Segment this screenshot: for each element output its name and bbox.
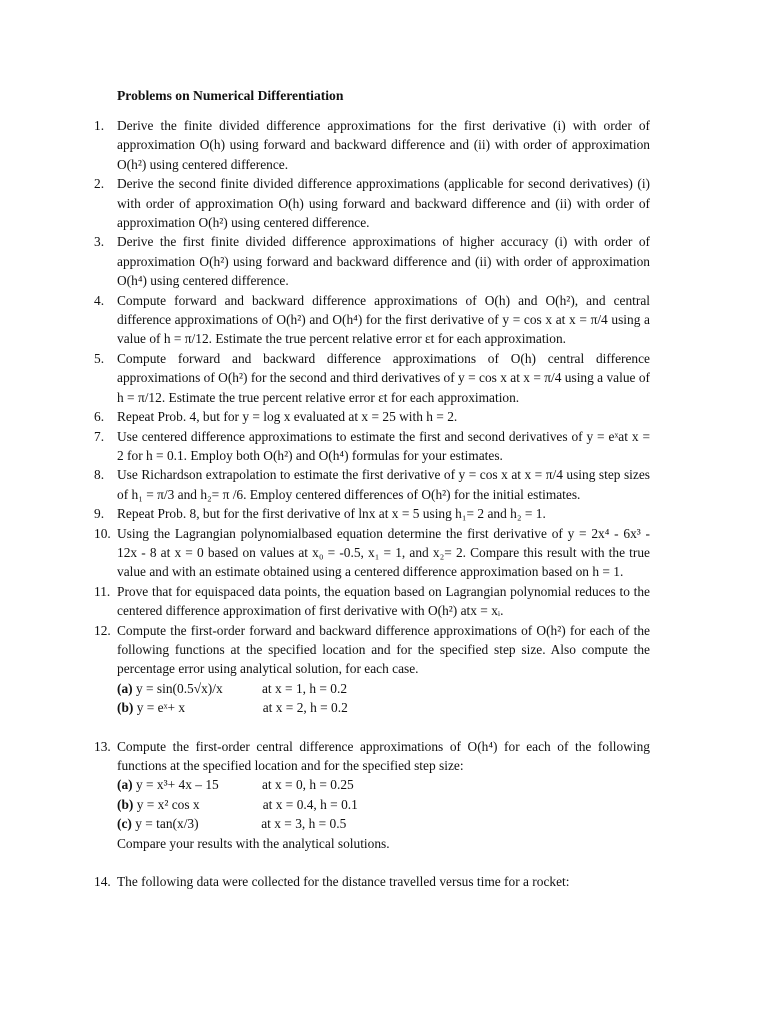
problem-number: 1. (94, 118, 105, 133)
problem-text: Use centered difference approximations to estimate the first and second derivatives of y = eˣat x = 2 for h = 0.1. Employ both O(h²) and O(h⁴) formulas for your estimates. (117, 428, 650, 463)
evaluation-point: at x = 1, h = 0.2 (261, 680, 348, 696)
spacer (94, 853, 650, 872)
problem-1 (94, 116, 650, 174)
problem-10 (94, 524, 650, 582)
function-expression: y = tan(x/3) (135, 816, 199, 832)
problem-list (94, 116, 650, 891)
subpart-label: (b) (117, 700, 134, 716)
problem-11 (94, 582, 650, 621)
problem-text: Compute the first-order central difference approximations of O(h⁴) for each of the following functions at the specified location and for the specified step size: (117, 738, 650, 773)
problem-number: 9. (94, 506, 105, 522)
subpart-label: (c) (117, 816, 132, 832)
evaluation-point: at x = 0, h = 0.25 (261, 777, 354, 793)
problem-number: 7. (94, 428, 105, 444)
problem-2 (94, 174, 650, 232)
subpart-label: (b) (117, 796, 134, 812)
function-expression: y = x³+ 4x – 15 (135, 777, 219, 793)
evaluation-point: at x = 0.4, h = 0.1 (262, 796, 358, 812)
page-title: Problems on Numerical Differentiation (117, 88, 344, 103)
problem-text: Compute forward and backward difference approximations of O(h) central difference approximations of O(h²) for the second and third derivatives of y = cos x at x = π/4 using a value of h = π/12. Estimate the true percent relative error εt for each approximation. (117, 350, 650, 405)
problem-number: 5. (94, 350, 105, 366)
closing-instruction: Compare your results with the analytical solutions. (117, 835, 390, 851)
problem-text: Prove that for equispaced data points, the equation based on Lagrangian polynomial reduces to the centered difference approximation of first derivative with O(h²) atx = xᵢ. (117, 583, 650, 619)
problem-number: 2. (94, 176, 105, 192)
problem-7 (94, 427, 650, 466)
problem-number: 8. (94, 467, 105, 483)
problem-4 (94, 291, 650, 349)
problem-3 (94, 232, 650, 290)
problem-number: 6. (94, 409, 105, 425)
problem-text: Using the Lagrangian polynomialbased equation determine the first derivative of y = 2x⁴ - 6x³ - 12x - 8 at x = 0 based on values at x₀ = -0.5, x₁ = 1, and x₂= 2. Compare this result with the true value and with an estimate obtained using a centered difference approximation based on h = 1. (117, 525, 650, 580)
evaluation-point: at x = 2, h = 0.2 (262, 700, 348, 716)
problem-number: 10. (94, 525, 111, 541)
problem-9 (94, 504, 650, 523)
evaluation-point: at x = 3, h = 0.5 (261, 816, 347, 832)
function-expression: y = sin(0.5√x)/x (135, 680, 223, 696)
problem-5 (94, 349, 650, 407)
problem-number: 12. (94, 622, 111, 638)
problem-6 (94, 407, 650, 426)
problem-text: Use Richardson extrapolation to estimate the first derivative of y = cos x at x = π/4 using step sizes of h₁ = π/3 and h₂= π /6. Employ centered differences of O(h²) for the initial estimates. (117, 467, 650, 502)
subpart-a (117, 679, 650, 698)
subpart-b (117, 795, 650, 814)
subpart-b (117, 698, 650, 717)
subpart-label: (a) (117, 680, 133, 696)
problem-text: Derive the first finite divided difference approximations of higher accuracy (i) with order of approximation O(h²) using forward and backward difference and (ii) with order of approximation O(h⁴) using centered difference. (117, 234, 650, 289)
problem-number: 14. (94, 874, 111, 890)
problem-text: Repeat Prob. 4, but for y = log x evaluated at x = 25 with h = 2. (117, 409, 458, 425)
problem-14 (94, 872, 650, 891)
problem-text: Derive the finite divided difference approximations for the first derivative (i) with order of approximation O(h) using forward and backward difference and (ii) with order of approximation O(h²) using centered difference. (117, 118, 650, 172)
problem-text: The following data were collected for the distance travelled versus time for a rocket: (117, 874, 570, 890)
problem-text: Compute forward and backward difference approximations of O(h) and O(h²), and central difference approximations of O(h²) and O(h⁴) for the first derivative of y = cos x at x = π/4 using a value of h = π/12. Estimate the true percent relative error εt for each approximation. (117, 292, 650, 347)
function-expression: y = eˣ+ x (136, 700, 186, 716)
problem-12 (94, 621, 650, 718)
problem-number: 11. (94, 583, 111, 599)
problem-text: Compute the first-order forward and backward difference approximations of O(h²) for each of the following functions at the specified location and for the specified step size. Also compute the percentage error using analytical solution, for each case. (117, 622, 650, 677)
problem-number: 4. (94, 292, 105, 308)
subpart-c (117, 814, 650, 833)
subpart-label: (a) (117, 777, 133, 793)
problem-number: 13. (94, 738, 111, 754)
problem-8 (94, 465, 650, 504)
problem-text: Repeat Prob. 8, but for the first derivative of lnx at x = 5 using h₁= 2 and h₂ = 1. (117, 506, 546, 522)
problem-text: Derive the second finite divided difference approximations (applicable for second derivatives) (i) with order of approximation O(h) using forward and backward difference and (ii) with order of approximation O(h²) using centered difference. (117, 176, 650, 231)
spacer (94, 718, 650, 737)
problem-number: 3. (94, 234, 105, 250)
problem-13 (94, 737, 650, 853)
subpart-a (117, 775, 650, 794)
function-expression: y = x² cos x (136, 796, 200, 812)
